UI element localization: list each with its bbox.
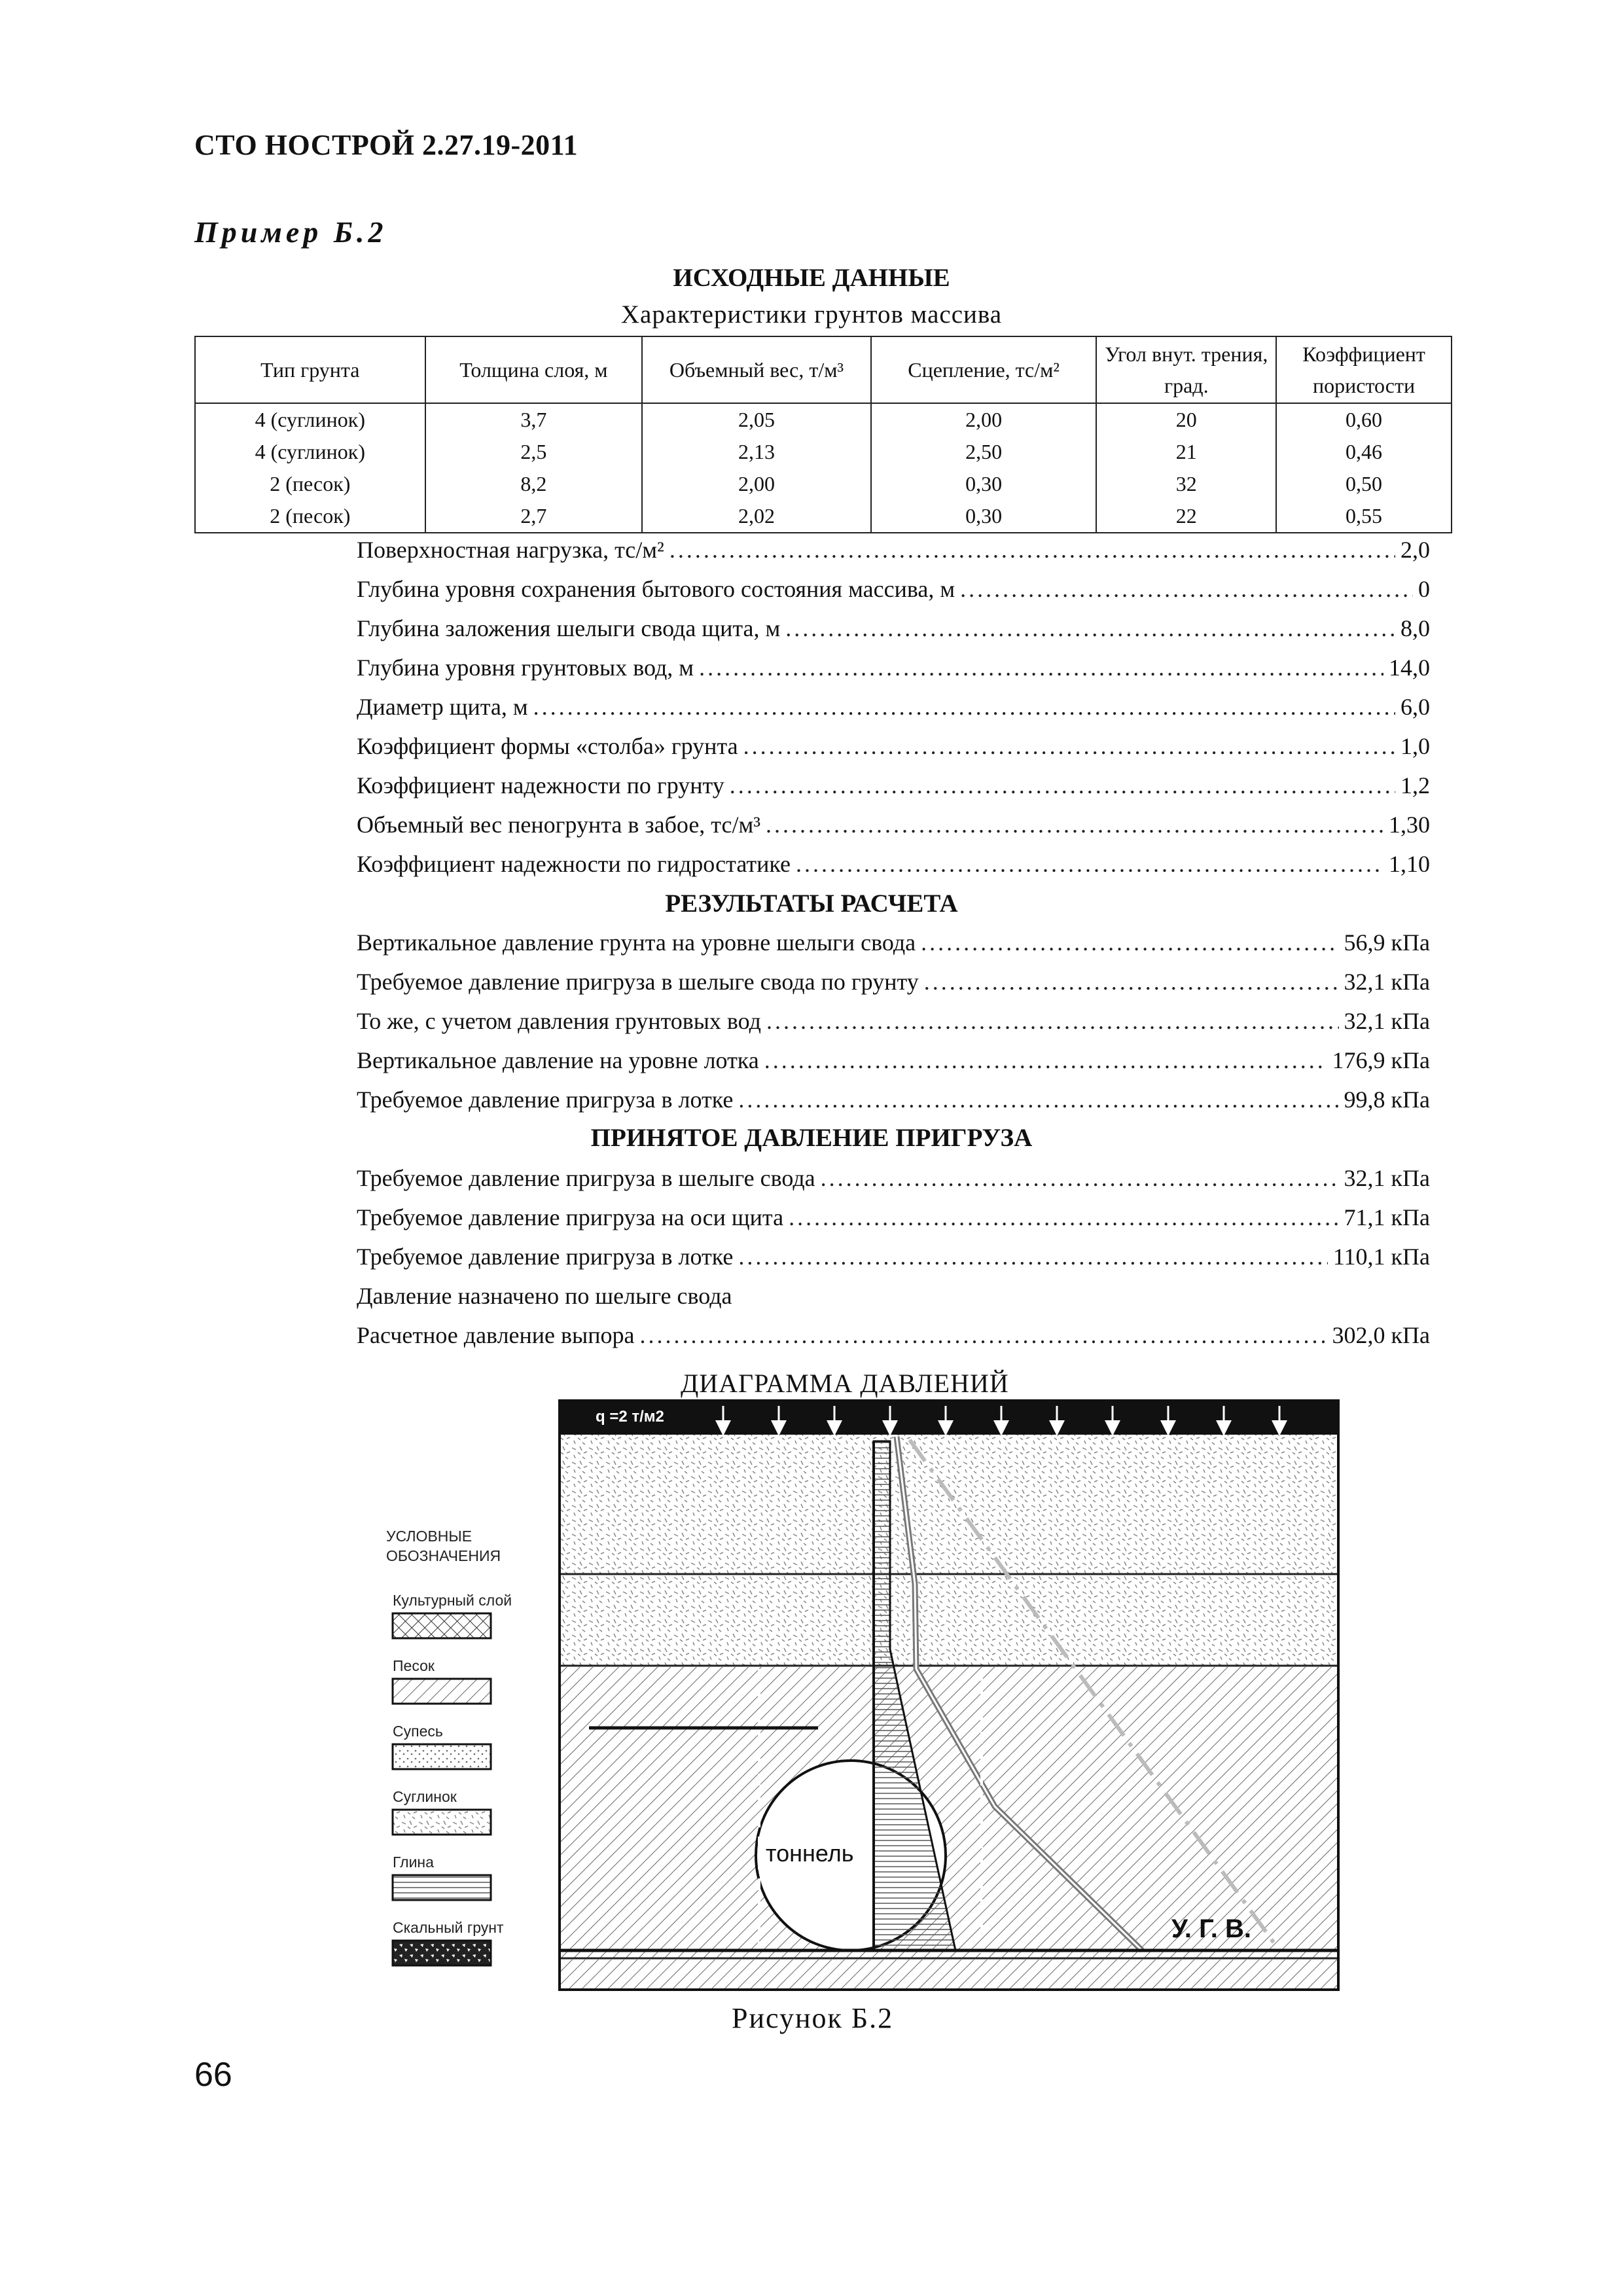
- list-item: [357, 1316, 1430, 1355]
- table-cell: 0,55: [1276, 500, 1452, 533]
- table-cell: 22: [1096, 500, 1276, 533]
- tunnel-label: тоннель: [766, 1840, 854, 1867]
- param-value: 0: [1418, 576, 1430, 602]
- leader-dots: [921, 923, 1338, 962]
- list-item: [357, 844, 1430, 884]
- param-label: Коэффициент надежности по гидростатике: [357, 851, 791, 877]
- legend-label: Культурный слой: [393, 1592, 512, 1609]
- accepted-label: Требуемое давление пригруза в лотке: [357, 1244, 734, 1270]
- accepted-value: 110,1 кПа: [1332, 1244, 1430, 1270]
- table-cell: 8,2: [425, 468, 643, 500]
- table-cell: 20: [1096, 403, 1276, 436]
- uplift-value: 302,0 кПа: [1332, 1322, 1430, 1348]
- param-label: Диаметр щита, м: [357, 694, 528, 720]
- result-value: 56,9 кПа: [1344, 929, 1430, 956]
- table-cell: 21: [1096, 436, 1276, 468]
- initial-data-title: ИСХОДНЫЕ ДАННЫЕ: [673, 264, 950, 292]
- legend-swatch-clay: [393, 1875, 491, 1900]
- accepted-note: Давление назначено по шелыге свода: [357, 1283, 732, 1309]
- table-cell: 2,13: [642, 436, 871, 468]
- list-item: [357, 805, 1430, 844]
- result-label: Требуемое давление пригруза в шелыге свода по грунту: [357, 969, 919, 995]
- gwl-label: У. Г. В.: [1171, 1914, 1252, 1943]
- legend-label: Глина: [393, 1854, 434, 1871]
- list-item: [357, 648, 1430, 687]
- result-label: Вертикальное давление на уровне лотка: [357, 1047, 759, 1073]
- table-cell: 0,60: [1276, 403, 1452, 436]
- result-value: 32,1 кПа: [1344, 969, 1430, 995]
- table-cell: 2 (песок): [195, 468, 425, 500]
- column-header: Тип грунта: [195, 336, 425, 403]
- list-item: [357, 1237, 1430, 1276]
- leader-dots: [738, 1237, 1328, 1276]
- list-item: [357, 726, 1430, 766]
- leader-dots: [785, 609, 1395, 648]
- result-label: То же, с учетом давления грунтовых вод: [357, 1008, 761, 1034]
- result-value: 176,9 кПа: [1332, 1047, 1430, 1073]
- legend-swatch-sand: [393, 1679, 491, 1704]
- column-header: Объемный вес, т/м³: [642, 336, 871, 403]
- table-cell: 0,30: [871, 500, 1097, 533]
- leader-dots: [669, 530, 1395, 569]
- leader-dots: [766, 1001, 1339, 1041]
- sand-layer-2: [561, 1960, 1337, 1988]
- accepted-pressure-title: ПРИНЯТОЕ ДАВЛЕНИЕ ПРИГРУЗА: [590, 1124, 1033, 1152]
- surface-load-band: [560, 1401, 1338, 1435]
- list-item: [357, 1041, 1430, 1080]
- table-row: [195, 436, 1452, 468]
- soil-properties-table: [194, 336, 1452, 533]
- pressure-diagram: [366, 1388, 1427, 1996]
- table-cell: 4 (суглинок): [195, 403, 425, 436]
- uplift-label: Расчетное давление выпора: [357, 1322, 635, 1348]
- legend-swatch-rock: [393, 1941, 491, 1965]
- table-cell: 4 (суглинок): [195, 436, 425, 468]
- results-title: РЕЗУЛЬТАТЫ РАСЧЕТА: [665, 889, 958, 918]
- leader-dots: [960, 569, 1413, 609]
- accepted-label: Требуемое давление пригруза на оси щита: [357, 1204, 784, 1230]
- soil-table-subtitle: Характеристики грунтов массива: [620, 300, 1003, 329]
- column-header: Угол внут. трения, град.: [1096, 336, 1276, 403]
- table-cell: 2,05: [642, 403, 871, 436]
- table-cell: 0,46: [1276, 436, 1452, 468]
- list-item: [357, 609, 1430, 648]
- results-list: [357, 923, 1430, 1119]
- table-cell: 0,50: [1276, 468, 1452, 500]
- legend: [386, 1528, 512, 1965]
- param-value: 2,0: [1400, 537, 1430, 563]
- result-label: Требуемое давление пригруза в лотке: [357, 1086, 734, 1113]
- param-value: 8,0: [1400, 615, 1430, 641]
- legend-label: Песок: [393, 1657, 435, 1674]
- param-value: 1,0: [1400, 733, 1430, 759]
- param-label: Глубина уровня грунтовых вод, м: [357, 655, 694, 681]
- load-label: q =2 т/м2: [596, 1408, 664, 1426]
- table-cell: 2,00: [642, 468, 871, 500]
- loam-layer-1: [561, 1435, 1337, 1574]
- result-value: 32,1 кПа: [1344, 1008, 1430, 1034]
- table-cell: 2,00: [871, 403, 1097, 436]
- param-label: Поверхностная нагрузка, тс/м²: [357, 537, 664, 563]
- list-item: [357, 1198, 1430, 1237]
- list-item: [357, 962, 1430, 1001]
- document-header: СТО НОСТРОЙ 2.27.19-2011: [194, 129, 579, 161]
- table-cell: 2,5: [425, 436, 643, 468]
- column-header: Толщина слоя, м: [425, 336, 643, 403]
- leader-dots: [730, 766, 1395, 805]
- figure-caption: Рисунок Б.2: [732, 2002, 894, 2034]
- param-label: Коэффициент надежности по грунту: [357, 772, 724, 798]
- table-cell: 2,7: [425, 500, 643, 533]
- param-label: Глубина заложения шелыги свода щита, м: [357, 615, 781, 641]
- list-item: [357, 1001, 1430, 1041]
- initial-parameters-list: [357, 530, 1430, 884]
- result-value: 99,8 кПа: [1344, 1086, 1430, 1113]
- table-cell: 32: [1096, 468, 1276, 500]
- table-cell: 2,02: [642, 500, 871, 533]
- param-label: Объемный вес пеногрунта в забое, тс/м³: [357, 812, 761, 838]
- accepted-list: [357, 1158, 1430, 1355]
- leader-dots: [766, 805, 1383, 844]
- leader-dots: [639, 1316, 1327, 1355]
- soil-profile: [560, 1401, 1338, 1990]
- table-cell: 3,7: [425, 403, 643, 436]
- table-row: [195, 468, 1452, 500]
- list-item: [357, 1158, 1430, 1198]
- param-value: 1,2: [1400, 772, 1430, 798]
- leader-dots: [821, 1158, 1339, 1198]
- table-row: [195, 500, 1452, 533]
- param-value: 1,10: [1389, 851, 1430, 877]
- table-cell: 2,50: [871, 436, 1097, 468]
- list-item: [357, 569, 1430, 609]
- accepted-label: Требуемое давление пригруза в шелыге свода: [357, 1165, 815, 1191]
- page-number: 66: [194, 2056, 232, 2094]
- column-header: Коэффициент пористости: [1276, 336, 1452, 403]
- list-item: [357, 530, 1430, 569]
- legend-swatch-sandy-loam: [393, 1744, 491, 1769]
- param-label: Коэффициент формы «столба» грунта: [357, 733, 738, 759]
- column-header: Сцепление, тс/м²: [871, 336, 1097, 403]
- list-item: [357, 923, 1430, 962]
- diagram-title: ДИАГРАММА ДАВЛЕНИЙ: [681, 1369, 1009, 1398]
- legend-title: ОБОЗНАЧЕНИЯ: [386, 1547, 501, 1564]
- list-item: [357, 766, 1430, 805]
- example-title: Пример Б.2: [194, 215, 387, 249]
- param-value: 1,30: [1389, 812, 1430, 838]
- loam-layer-2: [561, 1575, 1337, 1666]
- list-item: [357, 1080, 1430, 1119]
- legend-label: Скальный грунт: [393, 1919, 504, 1936]
- param-value: 14,0: [1389, 655, 1430, 681]
- table-row: [195, 403, 1452, 436]
- accepted-value: 32,1 кПа: [1344, 1165, 1430, 1191]
- leader-dots: [764, 1041, 1327, 1080]
- leader-dots: [533, 687, 1395, 726]
- table-cell: 2 (песок): [195, 500, 425, 533]
- list-item: [357, 1276, 1430, 1316]
- list-item: [357, 687, 1430, 726]
- leader-dots: [738, 1080, 1338, 1119]
- leader-dots: [743, 726, 1395, 766]
- leader-dots: [924, 962, 1339, 1001]
- legend-label: Супесь: [393, 1723, 443, 1740]
- leader-dots: [699, 648, 1383, 687]
- legend-title: УСЛОВНЫЕ: [386, 1528, 473, 1545]
- table-header-row: [195, 336, 1452, 403]
- legend-swatch-loam: [393, 1810, 491, 1835]
- table-cell: 0,30: [871, 468, 1097, 500]
- legend-label: Суглинок: [393, 1788, 457, 1805]
- param-label: Глубина уровня сохранения бытового состояния массива, м: [357, 576, 955, 602]
- leader-dots: [789, 1198, 1338, 1237]
- leader-dots: [796, 844, 1383, 884]
- legend-swatch-culture: [393, 1613, 491, 1638]
- param-value: 6,0: [1400, 694, 1430, 720]
- accepted-value: 71,1 кПа: [1344, 1204, 1430, 1230]
- result-label: Вертикальное давление грунта на уровне шелыги свода: [357, 929, 916, 956]
